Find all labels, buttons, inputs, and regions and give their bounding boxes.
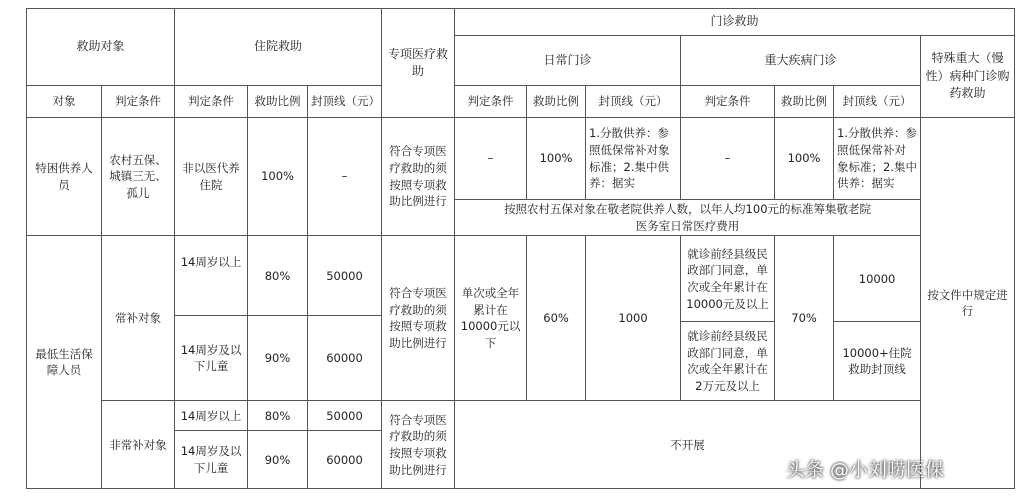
dibao-regular-age14-up: 14周岁以上 <box>175 236 248 316</box>
tekun-target: 特困供养人员 <box>27 118 102 236</box>
dibao-major-cap-1: 10000 <box>834 236 921 322</box>
dibao-nonreg-age14-up: 14周岁以上 <box>175 401 248 431</box>
tekun-condition: 农村五保、城镇三无、孤儿 <box>102 118 175 236</box>
dibao-major-condition-2: 就诊前经县级民政部门同意，单次或全年累计在2万元及以上 <box>681 322 775 401</box>
header-outpatient: 门诊救助 <box>455 9 1015 36</box>
tekun-inp-ratio: 100% <box>248 118 308 236</box>
dibao-special-drug: 按文件中规定进行 <box>921 118 1015 489</box>
dibao-daily-cap: 1000 <box>586 236 681 401</box>
dibao-major-condition-1: 就诊前经县级民政部门同意，单次或全年累计在10000元及以上 <box>681 236 775 322</box>
watermark: 头条 @小刘唠医保 <box>786 459 945 481</box>
dibao-nonreg-not-available: 不开展 <box>455 401 921 489</box>
dibao-regular: 常补对象 <box>102 236 175 401</box>
col-daily-cap: 封顶线（元） <box>586 86 681 118</box>
dibao-major-cap-2: 10000+住院救助封顶线 <box>834 322 921 401</box>
dibao-nonreg-special: 符合专项医疗救助的须按照专项救助比例进行 <box>382 401 455 489</box>
tekun-nursing-home-note: 按照农村五保对象在敬老院供养人数，以年人均100元的标准筹集敬老院医务室日常医疗费用 <box>455 200 921 236</box>
tekun-major-ratio: 100% <box>775 118 834 200</box>
header-target: 救助对象 <box>27 9 175 86</box>
header-inpatient: 住院救助 <box>175 9 382 86</box>
col-daily-ratio: 救助比例 <box>527 86 586 118</box>
medical-aid-table <box>26 8 1015 489</box>
dibao-regular-special: 符合专项医疗救助的须按照专项救助比例进行 <box>382 236 455 401</box>
dibao-target: 最低生活保障人员 <box>27 236 102 489</box>
tekun-daily-ratio: 100% <box>527 118 586 200</box>
col-major-condition: 判定条件 <box>681 86 775 118</box>
tekun-major-cap: 1.分散供养：参照低保常补对象标准；2.集中供养：据实 <box>834 118 921 200</box>
col-inp-ratio: 救助比例 <box>248 86 308 118</box>
dibao-daily-ratio: 60% <box>527 236 586 401</box>
dibao-regular-cap-60000: 60000 <box>308 316 382 401</box>
dibao-nonreg-ratio-80: 80% <box>248 401 308 431</box>
dibao-nonreg-ratio-90: 90% <box>248 431 308 489</box>
col-target: 对象 <box>27 86 102 118</box>
col-daily-condition: 判定条件 <box>455 86 527 118</box>
dibao-major-ratio: 70% <box>775 236 834 401</box>
tekun-special: 符合专项医疗救助的须按照专项救助比例进行 <box>382 118 455 236</box>
dibao-non-regular: 非常补对象 <box>102 401 175 489</box>
tekun-inp-cap: – <box>308 118 382 236</box>
col-major-ratio: 救助比例 <box>775 86 834 118</box>
dibao-daily-condition: 单次或全年累计在10000元以下 <box>455 236 527 401</box>
dibao-regular-ratio-80: 80% <box>248 236 308 316</box>
dibao-nonreg-cap-60000: 60000 <box>308 431 382 489</box>
header-daily: 日常门诊 <box>455 36 681 86</box>
col-condition: 判定条件 <box>102 86 175 118</box>
dibao-regular-cap-50000: 50000 <box>308 236 382 316</box>
tekun-major-condition: – <box>681 118 775 200</box>
dibao-nonreg-cap-50000: 50000 <box>308 401 382 431</box>
dibao-regular-ratio-90: 90% <box>248 316 308 401</box>
header-special-drug: 特殊重大（慢性）病种门诊购药救助 <box>921 36 1015 118</box>
col-inp-condition: 判定条件 <box>175 86 248 118</box>
header-major: 重大疾病门诊 <box>681 36 921 86</box>
dibao-nonreg-age14-down: 14周岁及以下儿童 <box>175 431 248 489</box>
tekun-daily-cap: 1.分散供养：参照低保常补对象标准；2.集中供养：据实 <box>586 118 681 200</box>
tekun-daily-condition: – <box>455 118 527 200</box>
tekun-inp-condition: 非以医代养住院 <box>175 118 248 236</box>
header-special: 专项医疗救助 <box>382 9 455 118</box>
col-inp-cap: 封顶线（元） <box>308 86 382 118</box>
col-major-cap: 封顶线（元） <box>834 86 921 118</box>
dibao-regular-age14-down: 14周岁及以下儿童 <box>175 316 248 401</box>
